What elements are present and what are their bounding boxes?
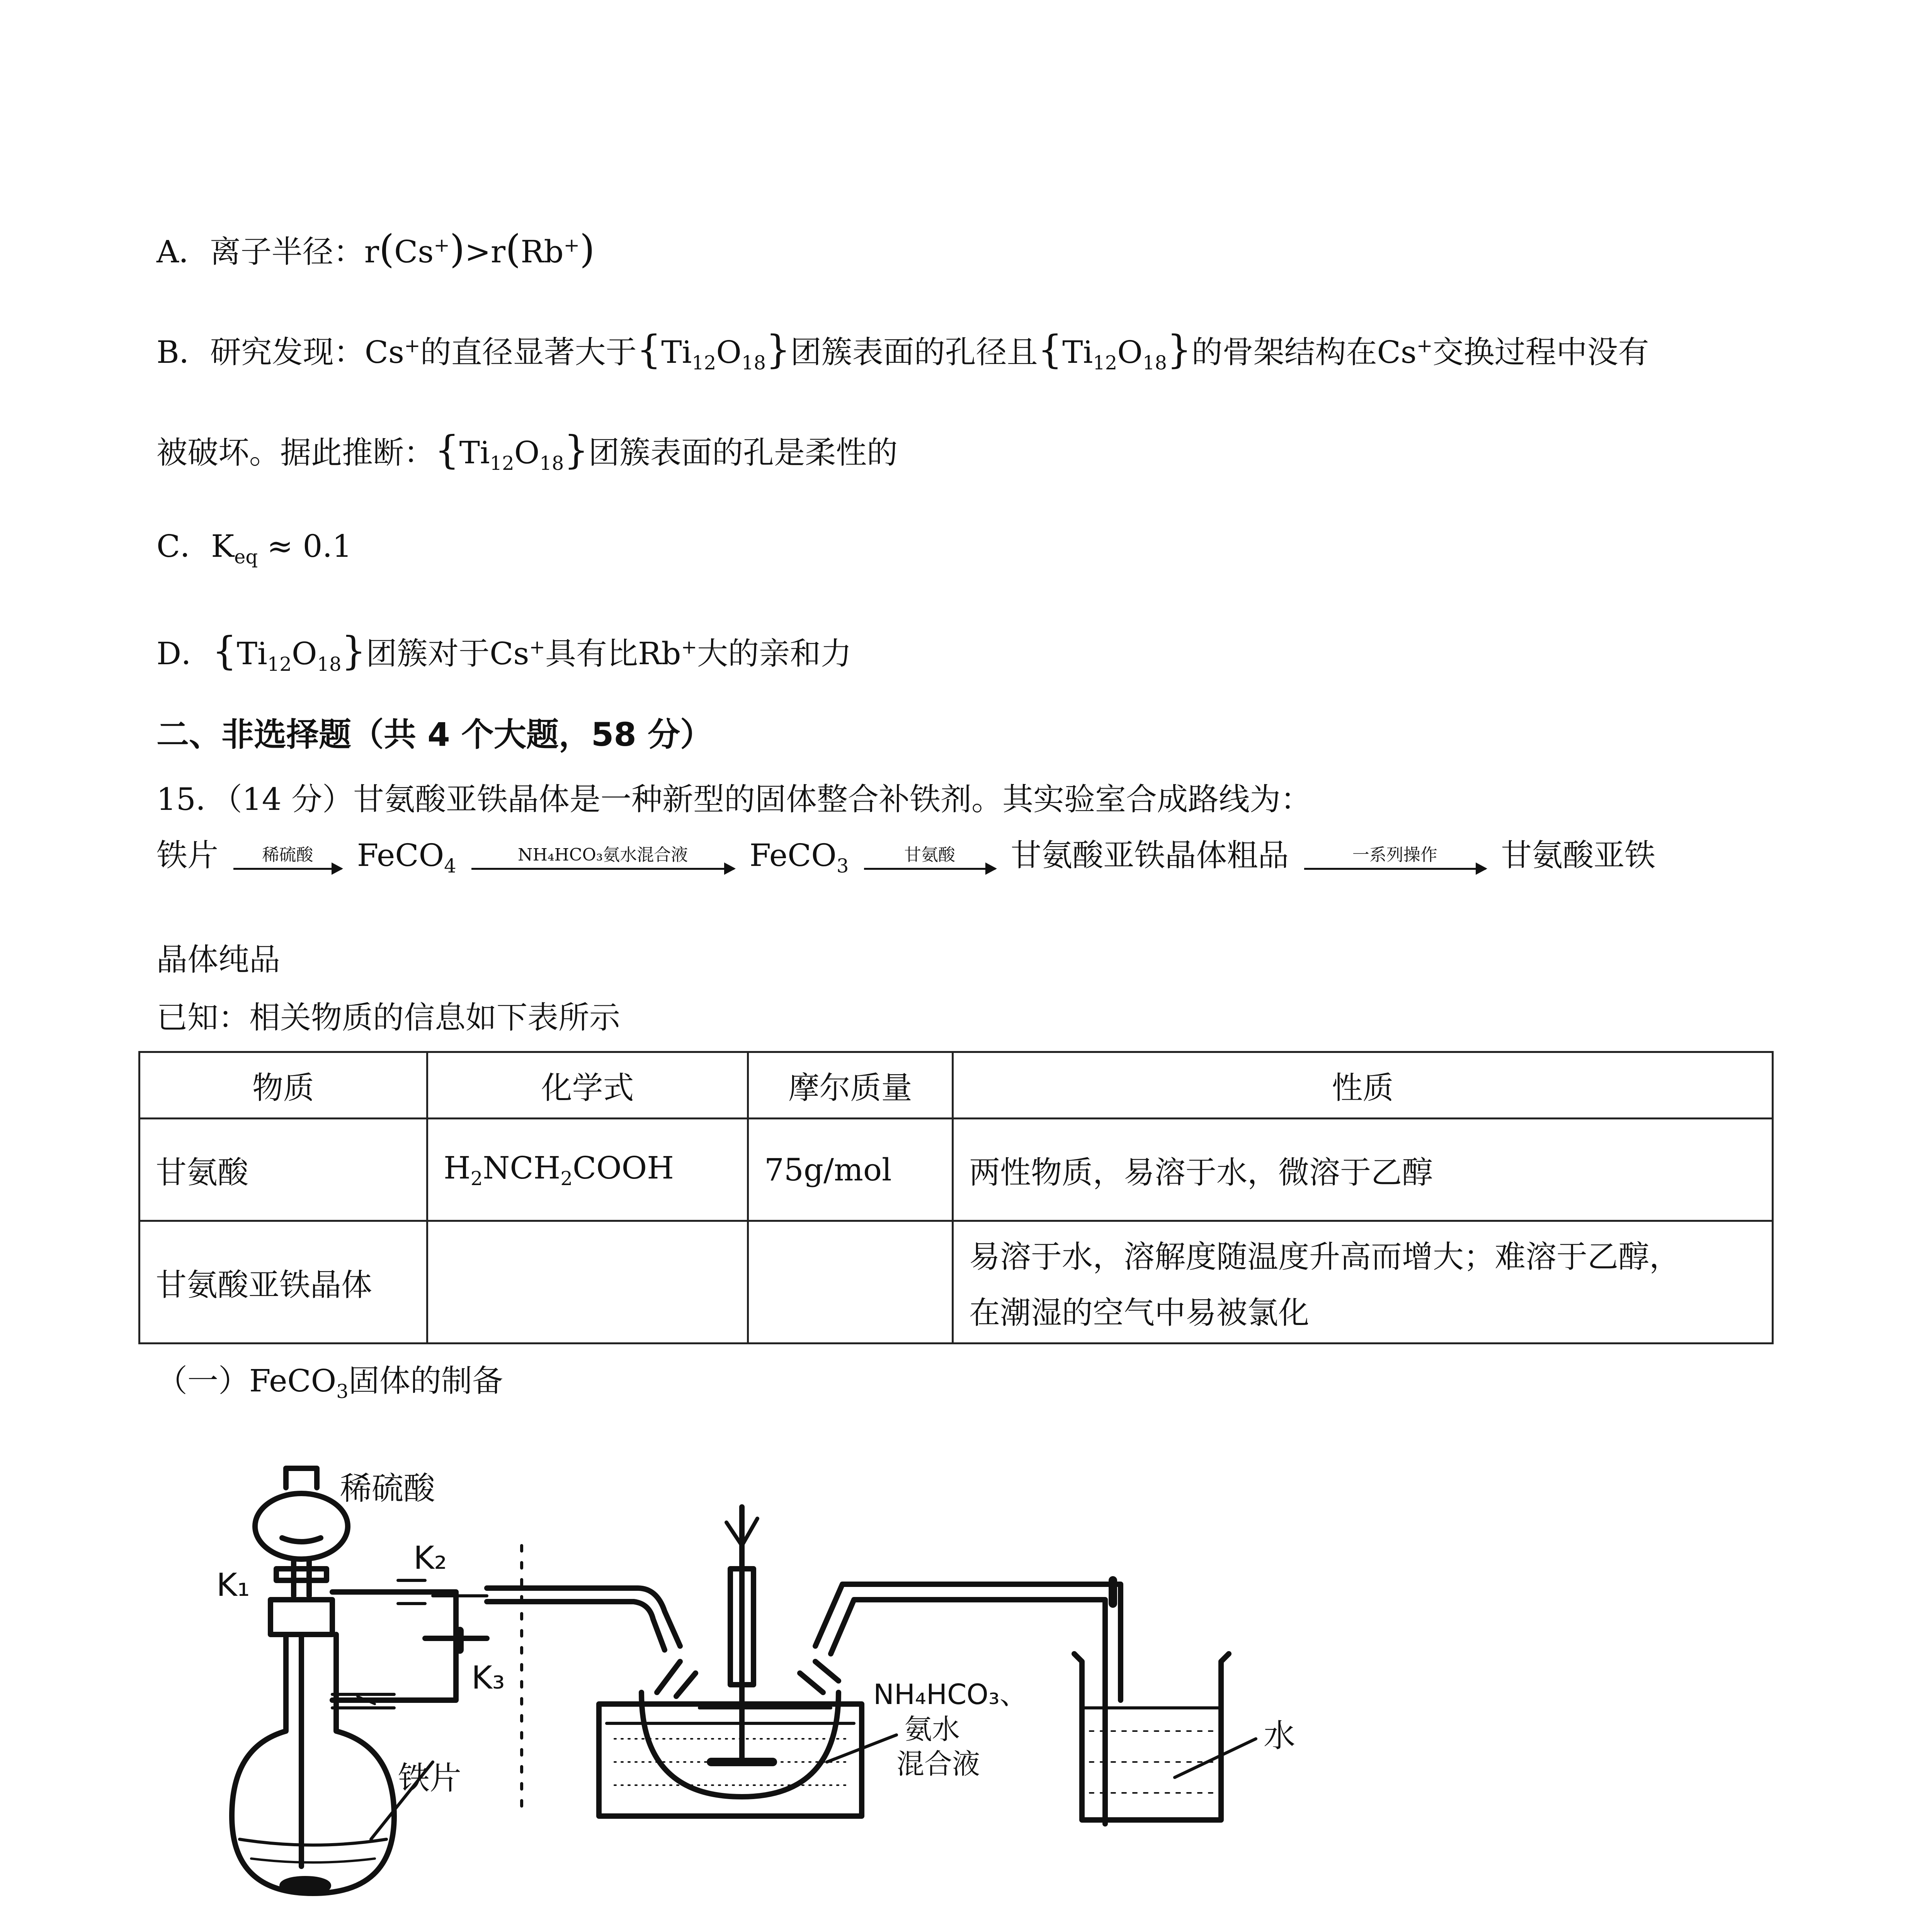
route-step: FeCO (749, 837, 837, 873)
table-header: 物质 (139, 1052, 427, 1119)
symbol: r (364, 234, 379, 270)
text: 大的亲和力 (697, 636, 852, 672)
paren: ( (505, 226, 521, 272)
property: 两性物质，易溶于水，微溶于乙醇 (953, 1119, 1773, 1221)
subscript: eq (234, 546, 258, 568)
subscript: 4 (444, 855, 456, 877)
label-k2: K₂ (413, 1540, 447, 1577)
paren: ) (449, 226, 465, 272)
ion: Cs (364, 334, 405, 370)
brace: } (564, 427, 589, 473)
label-mixture-2: 氨水 (904, 1713, 960, 1745)
property-line: 易溶于水，溶解度随温度升高而增大；难溶于乙醇， (969, 1239, 1680, 1275)
formula: Ti (459, 435, 490, 471)
formula: O (716, 334, 742, 370)
text: 被破坏。据此推断： (156, 435, 435, 471)
paren: ( (379, 226, 395, 272)
table-header: 摩尔质量 (748, 1052, 953, 1119)
subscript: 12 (267, 653, 292, 675)
text: 团簇表面的孔径且 (790, 334, 1038, 370)
brace: { (435, 427, 459, 473)
arrow-label: 甘氨酸 (904, 845, 955, 865)
ion: Cs (1377, 334, 1417, 370)
table-header: 化学式 (427, 1052, 748, 1119)
subscript: 2 (560, 1167, 573, 1190)
route-continued: 晶体纯品 (156, 942, 280, 978)
apparatus-jia (232, 1468, 487, 1893)
subscript: 3 (336, 1380, 349, 1403)
charge: + (681, 636, 697, 658)
charge: + (529, 636, 545, 658)
formula: Ti (236, 636, 267, 672)
property-line: 在潮湿的空气中易被氯化 (969, 1295, 1309, 1331)
route-step: 铁片 (156, 837, 218, 873)
table-header: 性质 (953, 1052, 1773, 1119)
label-mixture-1: NH₄HCO₃、 (873, 1678, 1027, 1711)
label-mixture-3: 混合液 (896, 1748, 980, 1780)
formula-part: COOH (572, 1150, 674, 1186)
ion: Cs (490, 636, 529, 672)
formula-part: H (444, 1150, 471, 1186)
text: 团簇表面的孔是柔性的 (589, 435, 898, 471)
ion: Cs (394, 234, 434, 270)
subscript: 12 (1093, 352, 1118, 374)
subscript: 18 (741, 352, 766, 374)
substance-name: 甘氨酸 (139, 1119, 427, 1221)
subscript: 18 (539, 452, 564, 474)
text: 交换过程中没有 (1432, 334, 1649, 370)
text: 固体的制备 (348, 1363, 503, 1399)
formula: O (1117, 334, 1143, 370)
charge: + (1416, 334, 1433, 357)
route-step: 甘氨酸亚铁 (1501, 837, 1656, 873)
brace: { (636, 327, 662, 372)
value: ≈ 0.1 (267, 528, 352, 564)
arrow-label: NH₄HCO₃氨水混合液 (518, 845, 688, 865)
option-a-label: A．离子半径： (156, 234, 364, 270)
option-d-label: D． (156, 636, 213, 672)
brace: } (766, 327, 791, 372)
paren: ) (580, 226, 595, 272)
subscript: 12 (692, 352, 716, 374)
label-k1: K₁ (216, 1567, 250, 1604)
option-c-label: C． (156, 528, 211, 564)
symbol: K (211, 528, 234, 564)
arrow-label: 稀硫酸 (262, 845, 313, 865)
apparatus-yi (599, 1507, 1121, 1824)
text: 的骨架结构在 (1191, 334, 1377, 370)
section-title: 二、非选择题（共 4 个大题，58 分） (156, 716, 713, 753)
label-dilute-acid: 稀硫酸 (340, 1470, 435, 1507)
formula: Ti (661, 334, 692, 370)
formula-part: NCH (483, 1150, 561, 1186)
subscript: 18 (317, 653, 342, 675)
brace: { (1038, 327, 1063, 372)
brace: { (212, 628, 237, 673)
formula: O (514, 435, 540, 471)
formula: O (291, 636, 317, 672)
formula: Ti (1062, 334, 1093, 370)
ion: Rb (520, 234, 564, 270)
subscript: 3 (836, 855, 849, 877)
route-step: 甘氨酸亚铁晶体粗品 (1010, 837, 1289, 873)
substance-name: 甘氨酸亚铁晶体 (139, 1221, 427, 1344)
text: 具有比 (545, 636, 638, 672)
apparatus-bing (1074, 1654, 1256, 1820)
charge: + (563, 234, 580, 257)
text: （一）FeCO (156, 1363, 337, 1399)
label-water: 水 (1264, 1718, 1296, 1754)
ion: Rb (638, 636, 681, 672)
brace: } (341, 628, 366, 673)
subscript: 18 (1142, 352, 1167, 374)
subscript: 2 (470, 1167, 483, 1190)
brace: } (1167, 327, 1192, 372)
arrow-label: 一系列操作 (1352, 845, 1437, 865)
symbol: >r (464, 234, 506, 270)
q15-intro: 15．（14 分）甘氨酸亚铁晶体是一种新型的固体整合补铁剂。其实验室合成路线为： (156, 781, 1312, 817)
charge: + (404, 334, 420, 357)
molar-mass: 75g/mol (748, 1119, 953, 1221)
charge: + (434, 234, 450, 257)
option-b-label: B．研究发现： (156, 334, 365, 370)
subscript: 12 (490, 452, 514, 474)
label-iron-sheet: 铁片 (398, 1760, 462, 1797)
label-k3: K₃ (471, 1660, 505, 1696)
text: 的直径显著大于 (420, 334, 637, 370)
route-step: FeCO (357, 837, 444, 873)
text: 团簇对于 (366, 636, 490, 672)
known-info: 已知：相关物质的信息如下表所示 (156, 1000, 620, 1036)
